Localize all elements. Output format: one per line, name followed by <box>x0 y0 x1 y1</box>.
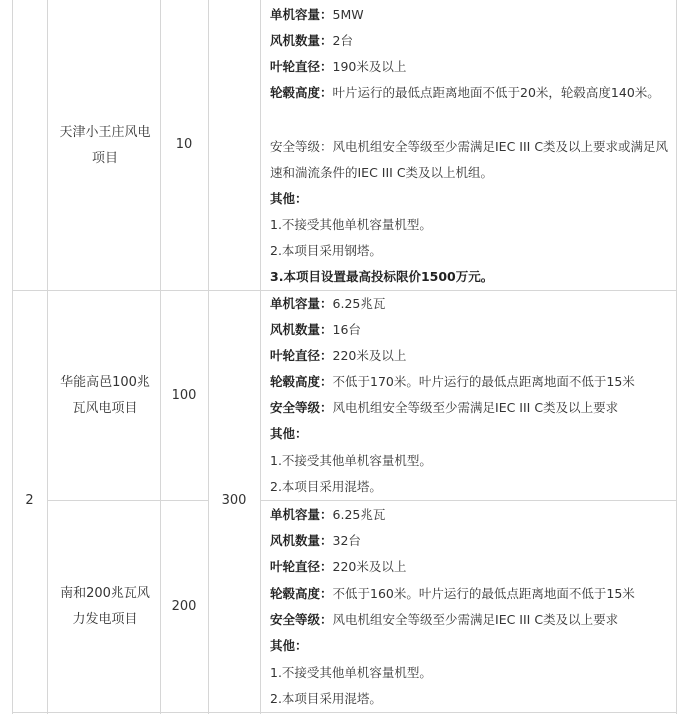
requirement-line: 风机数量：32台 <box>270 533 361 548</box>
requirement-line: 其他： <box>270 191 308 206</box>
col-divider <box>47 0 48 714</box>
requirement-line: 单机容量：5MW <box>270 7 364 22</box>
capacity-value: 200 <box>171 599 197 614</box>
project-name: 南和200兆瓦风力发电项目 <box>60 586 150 627</box>
requirement-line: 安全等级：风电机组安全等级至少需满足IEC III C类及以上要求或满足风速和湍流条件的IEC III C类及以上机组。 <box>270 139 669 180</box>
group-number: 2 <box>25 493 34 508</box>
capacity-value: 100 <box>171 388 197 403</box>
requirement-line: 轮毂高度：不低于170米。叶片运行的最低点距离地面不低于15米 <box>270 374 635 389</box>
col-divider <box>260 0 261 714</box>
requirement-line: 其他： <box>270 638 308 653</box>
col-divider <box>208 0 209 714</box>
requirement-line: 安全等级：风电机组安全等级至少需满足IEC III C类及以上要求 <box>270 612 619 627</box>
row-divider <box>12 712 677 713</box>
requirement-line: 3.本项目设置最高投标限价1500万元。 <box>270 269 494 284</box>
requirement-line: 2.本项目采用混塔。 <box>270 479 382 494</box>
requirement-line: 轮毂高度：不低于160米。叶片运行的最低点距离地面不低于15米 <box>270 586 635 601</box>
requirement-line: 其他： <box>270 426 308 441</box>
requirement-line: 1.不接受其他单机容量机型。 <box>270 217 432 232</box>
requirement-line: 1.不接受其他单机容量机型。 <box>270 665 432 680</box>
requirement-line: 安全等级：风电机组安全等级至少需满足IEC III C类及以上要求 <box>270 400 619 415</box>
project-name: 天津小王庄风电项目 <box>59 125 151 166</box>
requirement-line: 轮毂高度：叶片运行的最低点距离地面不低于20米，轮毂高度140米。 <box>270 85 660 100</box>
total-capacity: 300 <box>221 493 247 508</box>
requirement-line: 叶轮直径：220米及以上 <box>270 559 407 574</box>
requirement-line: 风机数量：16台 <box>270 322 361 337</box>
requirement-line: 2.本项目采用钢塔。 <box>270 243 382 258</box>
project-name: 华能高邑100兆瓦风电项目 <box>60 375 150 416</box>
col-divider <box>12 0 13 714</box>
requirement-line: 叶轮直径：190米及以上 <box>270 59 407 74</box>
requirement-line: 1.不接受其他单机容量机型。 <box>270 453 432 468</box>
requirement-line: 叶轮直径：220米及以上 <box>270 348 407 363</box>
requirement-line: 单机容量：6.25兆瓦 <box>270 296 386 311</box>
requirement-line: 单机容量：6.25兆瓦 <box>270 507 386 522</box>
row-divider <box>260 500 677 501</box>
requirement-line: 2.本项目采用混塔。 <box>270 691 382 706</box>
capacity-value: 10 <box>175 137 193 152</box>
requirement-line: 风机数量：2台 <box>270 33 353 48</box>
row-divider <box>47 500 208 501</box>
